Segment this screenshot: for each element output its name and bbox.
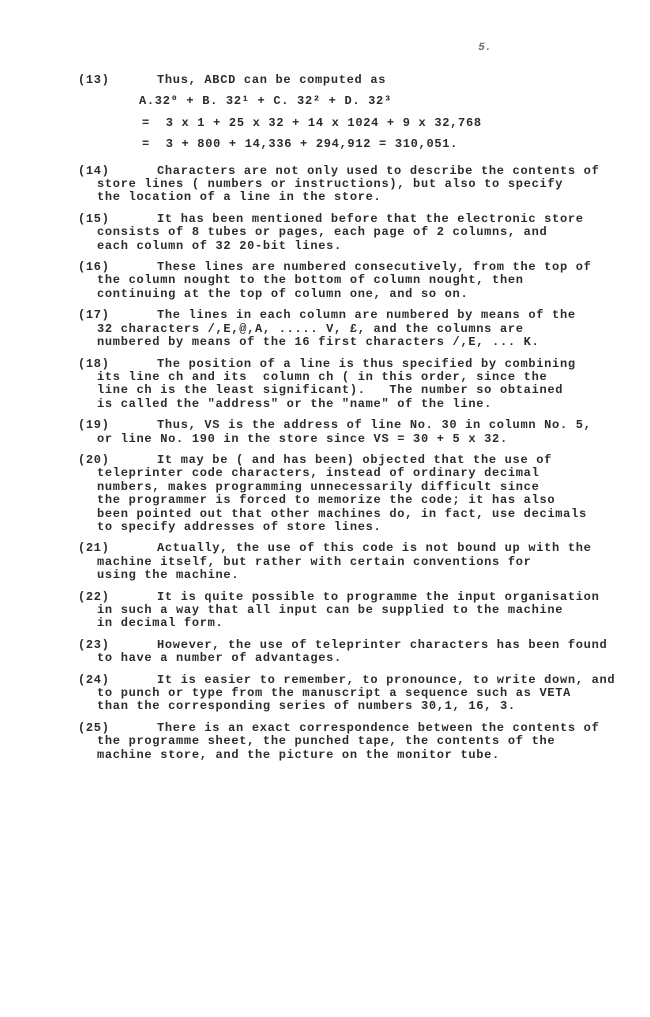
text-line: than the corresponding series of numbers 30,1, 16, 3. <box>97 699 516 714</box>
paragraph <box>78 541 607 583</box>
text-line: or line No. 190 in the store since VS = 30 + 5 x 32. <box>97 431 508 446</box>
paragraph-number: (24) <box>78 672 110 687</box>
paragraph-number: (16) <box>78 260 110 275</box>
text-line: consists of 8 tubes or pages, each page of 2 columns, and <box>97 225 548 240</box>
text-line: It is quite possible to programme the input organisation <box>157 589 600 604</box>
paragraph-number: (13) <box>78 73 110 87</box>
page-number: 5. <box>477 42 493 54</box>
text-line: the programme sheet, the punched tape, the contents of the <box>97 734 556 749</box>
text-line: the column nought to the bottom of column nought, then <box>97 273 524 288</box>
paragraph-number: (22) <box>78 589 110 604</box>
text-line: store lines ( numbers or instructions), but also to specify <box>97 177 564 192</box>
text-line: It has been mentioned before that the electronic store <box>157 211 584 226</box>
text-line: using the machine. <box>97 568 240 583</box>
text-line: to punch or type from the manuscript a sequence such as VETA <box>97 686 572 701</box>
text-line: numbers, makes programming unnecessarily difficult since <box>97 479 540 494</box>
text-line: It is easier to remember, to pronounce, to write down, and <box>157 672 616 687</box>
paragraph <box>78 672 616 714</box>
text-line: to have a number of advantages. <box>97 651 342 666</box>
text-line: in such a way that all input can be supplied to the machine <box>97 603 564 617</box>
text-line: There is an exact correspondence between the contents of <box>157 720 600 735</box>
paragraph <box>78 73 607 152</box>
text-line: numbered by means of the 16 first characters /,E, ... K. <box>97 335 540 350</box>
text-line: machine store, and the picture on the monitor tube. <box>97 747 500 762</box>
text-line: A.32⁰ + B. 32¹ + C. 32² + D. 32³ <box>139 94 392 109</box>
text-line: its line ch and its column ch ( in this order, since the <box>97 369 548 384</box>
paragraph-number: (14) <box>78 163 110 178</box>
text-line: been pointed out that other machines do, in fact, use decimals <box>97 506 587 521</box>
paragraph-number: (17) <box>78 308 110 323</box>
text-line: It may be ( and has been) objected that the use of <box>157 452 553 467</box>
paragraph <box>78 637 608 666</box>
text-line: Actually, the use of this code is not bound up with the <box>157 541 592 556</box>
text-line: the programmer is forced to memorize the code; it has also <box>97 493 556 508</box>
paragraph-number: (19) <box>78 418 110 433</box>
paragraph <box>78 356 607 412</box>
paragraph <box>78 418 607 446</box>
text-line: = 3 x 1 + 25 x 32 + 14 x 1024 + 9 x 32,768 <box>142 115 482 130</box>
text-line: to specify addresses of store lines. <box>97 519 382 534</box>
text-line: continuing at the top of column one, and so on. <box>97 286 469 301</box>
paragraph-number: (20) <box>78 452 110 467</box>
text-line: The position of a line is thus specified by combining <box>157 356 576 371</box>
paragraph <box>78 720 607 762</box>
text-line: in decimal form. <box>97 616 224 631</box>
paragraph <box>78 308 607 350</box>
paragraph <box>78 452 607 534</box>
text-line: each column of 32 20-bit lines. <box>97 238 342 253</box>
text-line: machine itself, but rather with certain conventions for <box>97 554 532 569</box>
paragraph-number: (23) <box>78 637 110 652</box>
text-line: = 3 + 800 + 14,336 + 294,912 = 310,051. <box>142 137 459 152</box>
text-line: Thus, VS is the address of line No. 30 in column No. 5, <box>157 418 592 433</box>
text-line: Thus, ABCD can be computed as <box>157 73 387 87</box>
paragraph-number: (25) <box>78 720 110 735</box>
paragraph-list <box>78 73 616 770</box>
text-line: However, the use of teleprinter characters has been found <box>157 637 608 652</box>
paragraph <box>78 211 607 253</box>
text-line: The lines in each column are numbered by means of the <box>157 308 576 323</box>
paragraph-number: (21) <box>78 541 110 556</box>
paragraph-number: (18) <box>78 356 110 371</box>
text-line: is called the "address" or the "name" of the line. <box>97 396 493 411</box>
text-line: line ch is the least significant). The number so obtained <box>97 383 564 398</box>
paragraph <box>78 589 607 631</box>
paragraph <box>78 163 607 205</box>
text-line: 32 characters /,E,@,A, ..... V, £, and the columns are <box>97 321 524 336</box>
text-line: These lines are numbered consecutively, from the top of <box>157 260 592 275</box>
paragraph-number: (15) <box>78 211 110 226</box>
text-line: Characters are not only used to describe the contents of <box>157 163 600 178</box>
text-line: the location of a line in the store. <box>97 190 382 205</box>
paragraph <box>78 260 607 301</box>
text-line: teleprinter code characters, instead of ordinary decimal <box>97 466 540 481</box>
